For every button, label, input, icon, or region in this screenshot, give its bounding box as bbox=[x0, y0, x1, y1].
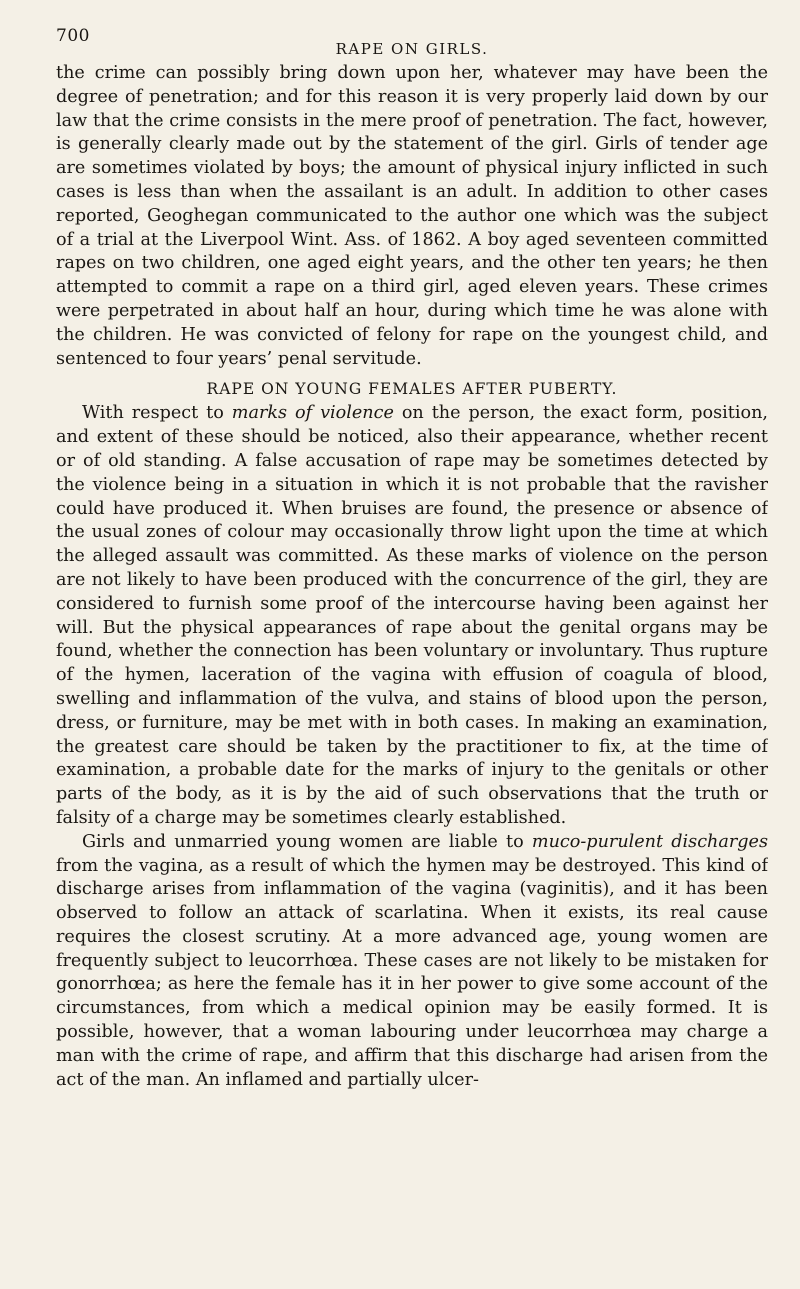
section-heading: RAPE ON YOUNG FEMALES AFTER PUBERTY. bbox=[206, 380, 618, 399]
italic-term: muco-purulent discharges bbox=[531, 831, 768, 852]
italic-term: marks of violence bbox=[231, 403, 394, 424]
paragraph-marks-of-violence bbox=[56, 402, 768, 830]
paragraph-text: on the person, the exact form, position, and extent of these should be noticed, also their appearance, whether recent or of old standing. A false accusation of rape may be sometimes detected by the violence being in a situation in which it is not probable that the ravisher could have produced it. When bruises are found, the presence or absence of the usual zones of colour may occasionally throw light upon the time at which the alleged assault was committed. As these marks of violence on the person are not likely to have been produced with the concurrence of the girl, they are considered to furnish some proof of the intercourse having been against her will. But the physical appearances of rape about the genital organs may be found, whether the connection has been voluntary or involuntary. Thus rupture of the hymen, laceration of the vagina with effusion of coagula of blood, swelling and inflammation of the vulva, and stains of blood upon the person, dress, or furniture, may be met with in both cases. In making an examination, the greatest care should be taken by the practitioner to fix, at the time of examination, a probable date for the marks of injury to the genitals or other parts of the body, as it is by the aid of such observations that the truth or falsity of a charge may be sometimes clearly established. bbox=[56, 403, 768, 828]
paragraph-text: Girls and unmarried young women are liable to bbox=[82, 831, 532, 852]
paragraph-discharges bbox=[56, 831, 768, 1093]
page-number: 700 bbox=[56, 26, 90, 46]
paragraph-text: from the vagina, as a result of which the hymen may be destroyed. This kind of discharge arises from inflammation of the vagina (vaginitis), and it has been observed to follow an attack of scarlatina. When it exists, its real cause requires the closest scrutiny. At a more advanced age, young women are frequently subject to leucorrhœa. These cases are not likely to be mistaken for gonorrhœa; as here the female has it in her power to give some account of the circumstances, from which a medical opinion may be easily formed. It is possible, however, that a woman labouring under leucorrhœa may charge a man with the crime of rape, and affirm that this discharge had arisen from the act of the man. An inflamed and partially ulcer- bbox=[56, 855, 768, 1090]
book-page bbox=[56, 18, 768, 1268]
running-header bbox=[56, 18, 768, 62]
paragraph-text: With respect to bbox=[82, 403, 232, 424]
paragraph-continuation: the crime can possibly bring down upon her, whatever may have been the degree of penetration; and for this reason it is very properly laid down by our law that the crime consists in the mere proof of penetration. The fact, however, is generally clearly made out by the statement of the girl. Girls of tender age are sometimes violated by boys; the amount of physical injury inflicted in such cases is less than when the assailant is an adult. In addition to other cases reported, Geoghegan communicated to the author one which was the subject of a trial at the Liverpool Wint. Ass. of 1862. A boy aged seventeen committed rapes on two children, one aged eight years, and the other ten years; he then attempted to commit a rape on a third girl, aged eleven years. These crimes were perpetrated in about half an hour, during which time he was alone with the children. He was convicted of felony for rape on the youngest child, and sentenced to four years’ penal servitude. bbox=[56, 63, 768, 369]
running-title: RAPE ON GIRLS. bbox=[335, 40, 489, 58]
